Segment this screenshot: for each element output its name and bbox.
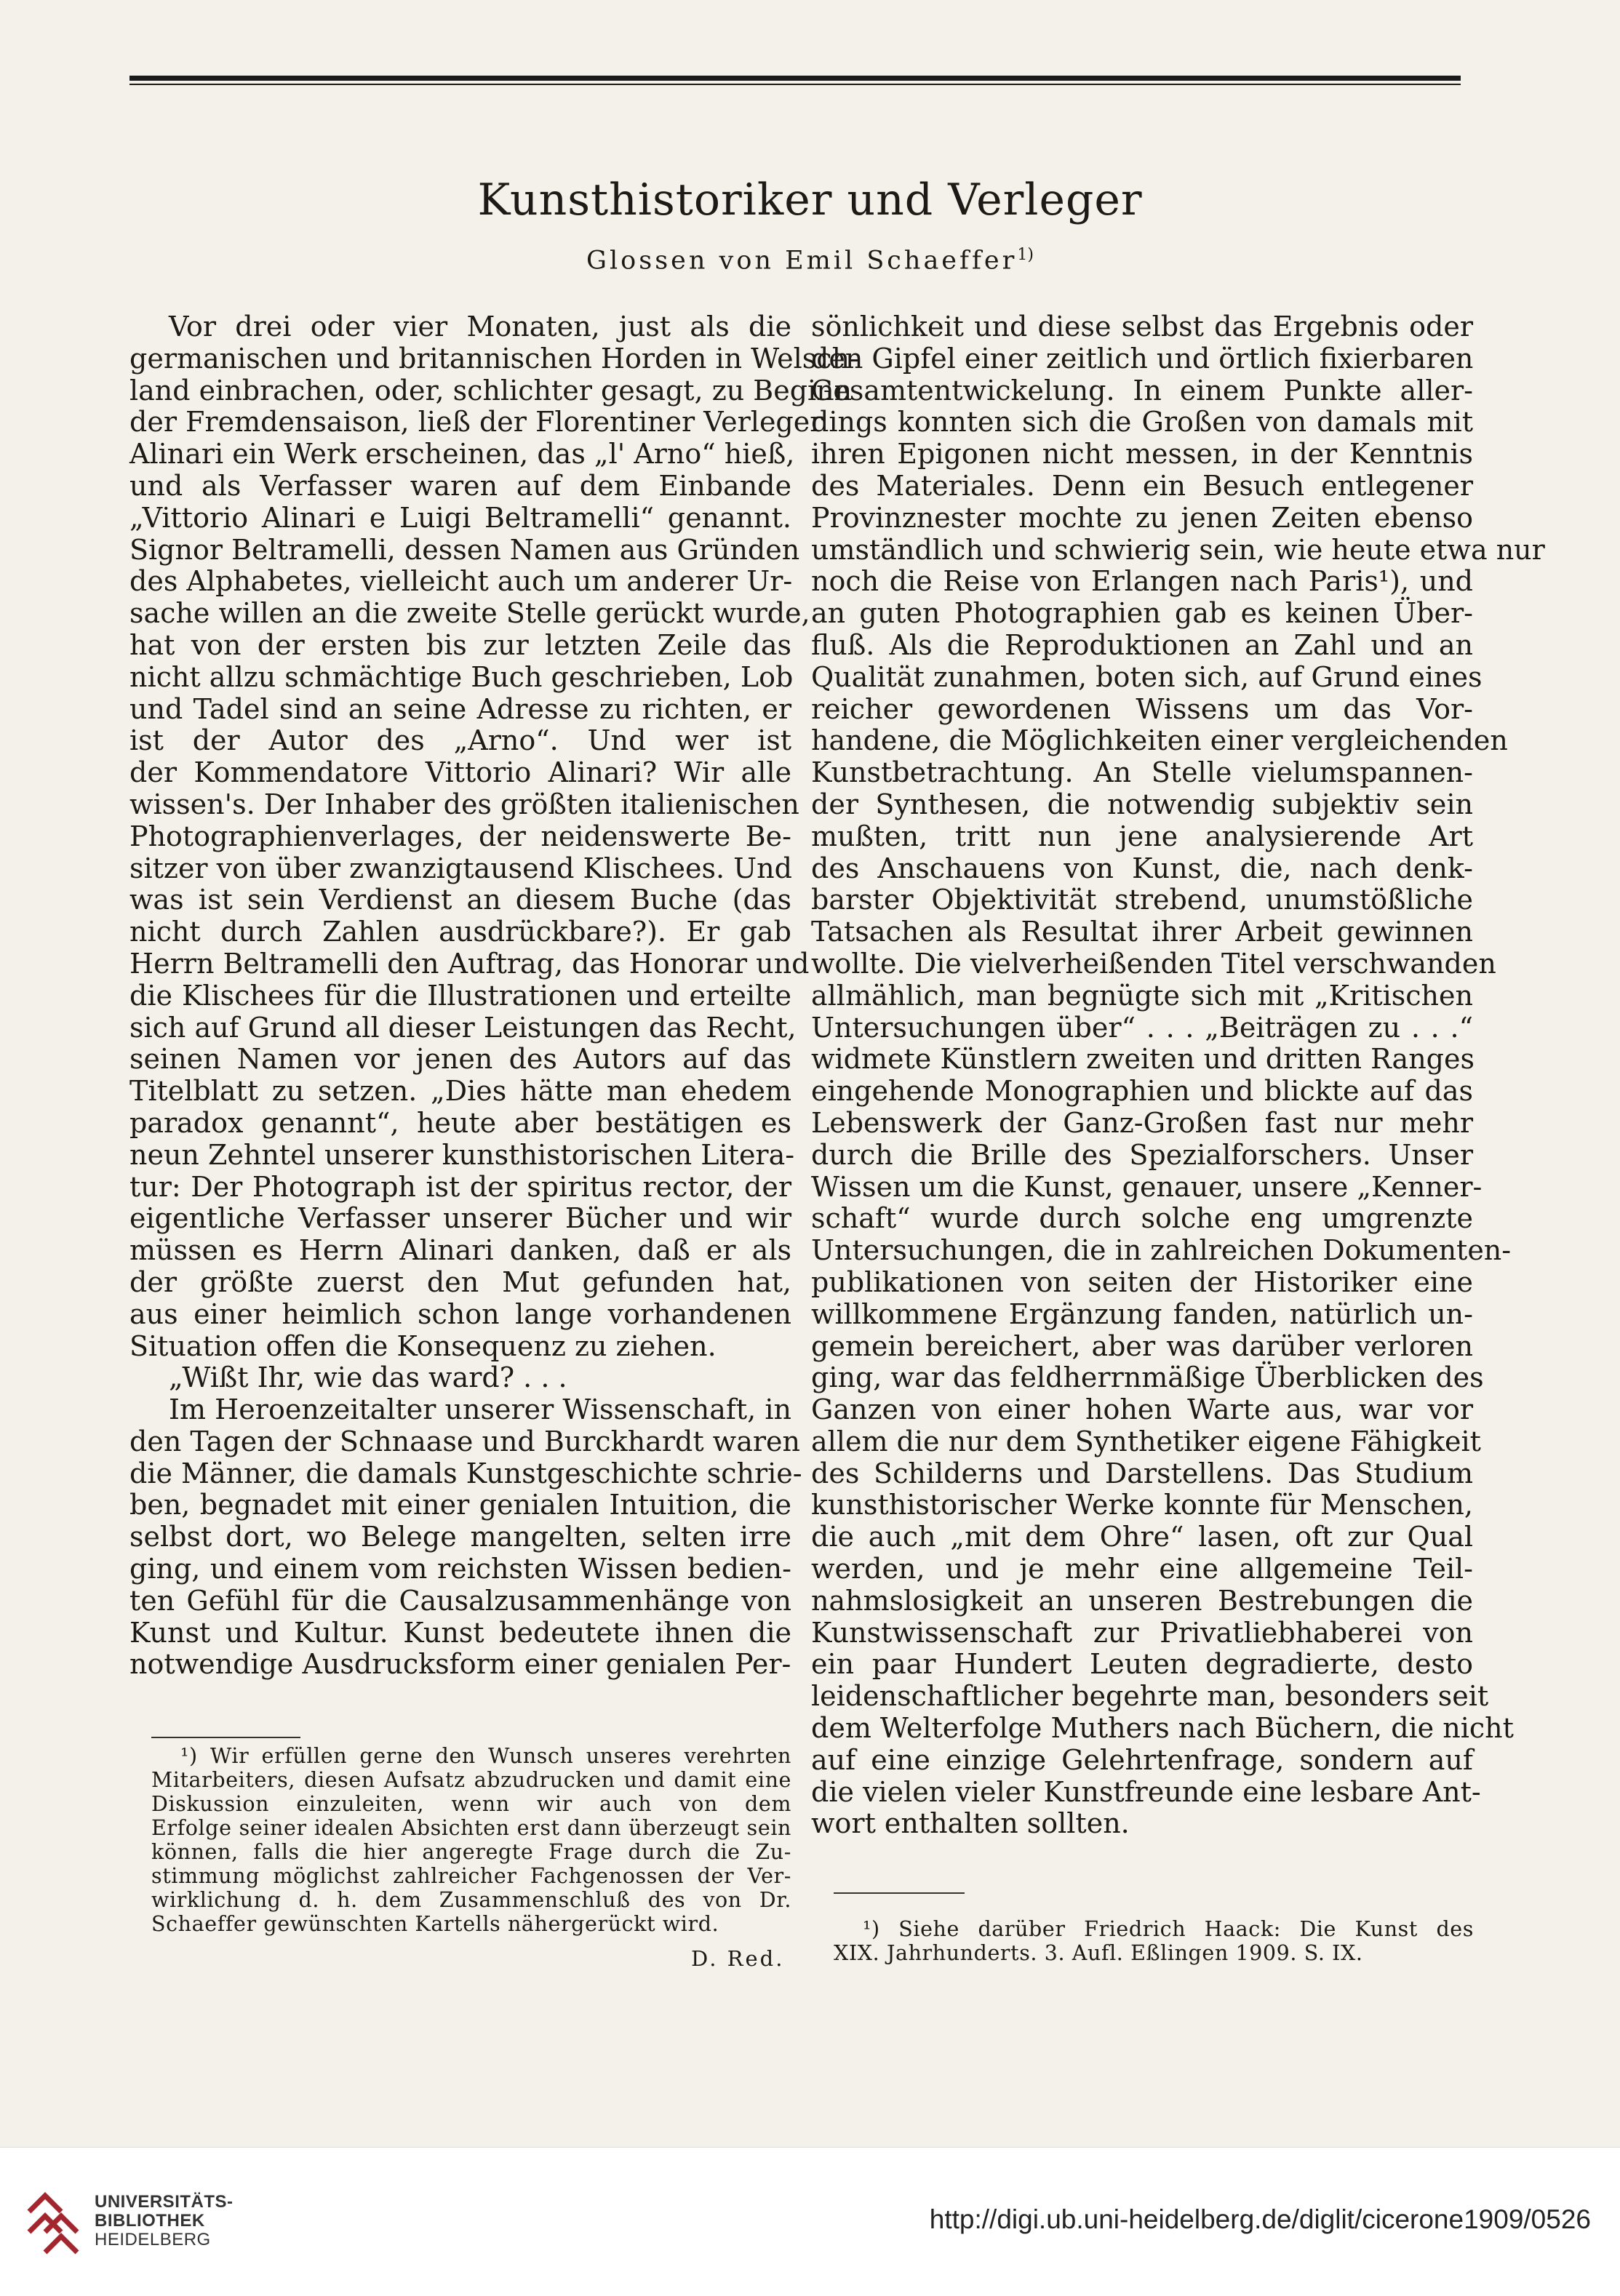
footnote-line: stimmung möglichst zahlreicher Fachgenossen der Ver- [151,1864,791,1888]
text-line: den Gipfel einer zeitlich und örtlich fixierbaren [811,342,1474,375]
text-line: nicht durch Zahlen ausdrückbare?). Er gab [129,916,791,948]
text-line: „Vittorio Alinari e Luigi Beltramelli“ genannt. [129,501,791,534]
library-name-line2: BIBLIOTHEK [95,2211,205,2231]
text-line: durch die Brille des Spezialforschers. Unser [811,1138,1473,1171]
article-subtitle [0,247,1620,274]
text-line: an guten Photographien gab es keinen Über- [811,597,1473,630]
text-line: und Tadel sind an seine Adresse zu richten, er [129,692,791,725]
text-line: noch die Reise von Erlangen nach Paris¹), und [811,565,1473,598]
text-line: aus einer heimlich schon lange vorhandenen [129,1297,791,1330]
footnote-line: XIX. Jahrhunderts. 3. Aufl. Eßlingen 1909. S. IX. [834,1941,1363,1965]
text-line: Vor drei oder vier Monaten, just als die [169,311,791,343]
article-subtitle-text: Glossen von Emil Schaeffer [586,246,1018,276]
footnote-right [834,1917,1474,1965]
text-line: nahmslosigkeit an unseren Bestrebungen die [811,1584,1473,1617]
library-name-line3: HEIDELBERG [95,2230,211,2249]
text-line: die Klischees für die Illustrationen und erteilte [129,979,791,1012]
text-line: der größte zuerst den Mut gefunden hat, [129,1265,791,1298]
text-line: ben, begnadet mit einer genialen Intuition, die [129,1489,791,1521]
footnote-divider-left [151,1737,300,1738]
text-line: Tatsachen als Resultat ihrer Arbeit gewinnen [811,916,1473,948]
text-line: müssen es Herrn Alinari danken, daß er als [129,1234,791,1267]
footnote-line: Schaeffer gewünschten Kartells nähergerückt wird. [151,1912,719,1936]
text-line: der Kommendatore Vittorio Alinari? Wir alle [129,756,791,789]
text-line: wollte. Die vielverheißenden Titel verschwanden [811,947,1496,980]
text-line: gemein bereichert, aber was darüber verloren [811,1329,1473,1362]
text-line: Herrn Beltramelli den Auftrag, das Honorar und [129,947,810,980]
text-line: reicher gewordenen Wissens um das Vor- [811,692,1473,725]
text-line: was ist sein Verdienst an diesem Buche (das [129,884,791,916]
text-line: Untersuchungen, die in zahlreichen Dokumenten- [811,1234,1512,1267]
text-line: und als Verfasser waren auf dem Einbande [129,469,791,502]
text-line: Kunstwissenschaft zur Privatliebhaberei von [811,1616,1473,1649]
text-line: allem die nur dem Synthetiker eigene Fähigkeit [811,1425,1481,1457]
text-line: der Fremdensaison, ließ der Florentiner Verleger [129,406,823,439]
text-line: Photographienverlages, der neidenswerte Be- [129,820,791,852]
footnote-line: ¹) Wir erfüllen gerne den Wunsch unseres verehrten [180,1744,791,1768]
text-line: Situation offen die Konsequenz zu ziehen. [129,1329,717,1362]
library-name [95,2193,234,2249]
text-line: eigentliche Verfasser unserer Bücher und wir [129,1202,791,1235]
text-line: die Männer, die damals Kunstgeschichte schrie- [129,1457,802,1489]
text-line: Wissen um die Kunst, genauer, unsere „Kenner- [811,1170,1483,1203]
footnote-mark: 1) [1017,246,1034,264]
text-line: handene, die Möglichkeiten einer vergleichenden [811,724,1508,757]
text-line: Provinznester mochte zu jenen Zeiten ebenso [811,501,1473,534]
text-line: des Materiales. Denn ein Besuch entlegener [811,469,1473,502]
text-line: der Synthesen, die notwendig subjektiv sein [811,788,1473,820]
text-line: dings konnten sich die Großen von damals mit [811,406,1473,439]
text-line: allmählich, man begnügte sich mit „Kritischen [811,979,1473,1012]
library-name-line1: UNIVERSITÄTS- [95,2192,234,2212]
text-line: den Tagen der Schnaase und Burckhardt waren [129,1425,800,1457]
text-line: wort enthalten sollten. [811,1807,1130,1840]
text-line: ten Gefühl für die Causalzusammenhänge von [129,1584,791,1617]
text-line: Lebenswerk der Ganz-Großen fast nur mehr [811,1106,1473,1139]
text-line: Ganzen von einer hohen Warte aus, war vor [811,1393,1473,1426]
text-line: notwendige Ausdrucksform einer genialen Per- [129,1648,791,1681]
text-line: ist der Autor des „Arno“. Und wer ist [129,724,791,757]
text-line: Titelblatt zu setzen. „Dies hätte man ehedem [129,1075,791,1108]
text-line: „Wißt Ihr, wie das ward? . . . [169,1361,567,1394]
text-line: die vielen vieler Kunstfreunde eine lesbare Ant- [811,1775,1481,1808]
text-line: hat von der ersten bis zur letzten Zeile das [129,628,791,661]
text-line: des Schilderns und Darstellens. Das Studium [811,1457,1473,1489]
footnote-divider-right [834,1892,965,1894]
text-line: sönlichkeit und diese selbst das Ergebnis oder [811,311,1473,343]
text-line: ging, war das feldherrnmäßige Überblicken des [811,1361,1484,1394]
text-line: schaft“ wurde durch solche eng umgrenzte [811,1202,1473,1235]
footnote-line: können, falls die hier angeregte Frage durch die Zu- [151,1840,791,1864]
text-line: fluß. Als die Reproduktionen an Zahl und an [811,628,1473,661]
text-line: Untersuchungen über“ . . . „Beiträgen zu . . .“ [811,1011,1473,1044]
footnote-line: Erfolge seiner idealen Absichten erst dann überzeugt sein [151,1816,791,1840]
footnote-line: wirklichung d. h. dem Zusammenschluß des von Dr. [151,1888,791,1912]
text-line: Kunst und Kultur. Kunst bedeutete ihnen die [129,1616,791,1649]
text-line: willkommene Ergänzung fanden, natürlich un- [811,1297,1473,1330]
text-line: die auch „mit dem Ohre“ lasen, oft zur Qual [811,1521,1473,1553]
text-line: germanischen und britannischen Horden in Welsch- [129,342,859,375]
text-line: widmete Künstlern zweiten und dritten Ranges [811,1043,1475,1076]
footnote-line: ¹) Siehe darüber Friedrich Haack: Die Kunst des [863,1917,1474,1941]
footnote-line: Mitarbeiters, diesen Aufsatz abzudrucken und damit eine [151,1768,791,1792]
text-line: Qualität zunahmen, boten sich, auf Grund eines [811,660,1483,693]
text-line: sitzer von über zwanzigtausend Klischees. Und [129,852,792,884]
text-line: wissen's. Der Inhaber des größten italienischen [129,788,799,820]
text-line: des Alphabetes, vielleicht auch um anderer Ur- [129,565,793,598]
university-library-logo-icon [23,2190,83,2255]
footnote-left [151,1744,791,1936]
footnote-signature: D. Red. [691,1946,785,1971]
text-line: eingehende Monographien und blickte auf das [811,1075,1473,1108]
text-line: werden, und je mehr eine allgemeine Teil- [811,1553,1473,1585]
left-column [129,311,859,1681]
text-line: umständlich und schwierig sein, wie heute etwa nur [811,533,1545,566]
text-line: seinen Namen vor jenen des Autors auf das [129,1043,791,1076]
text-line: nicht allzu schmächtige Buch geschrieben, Lob [129,660,794,693]
text-line: publikationen von seiten der Historiker eine [811,1265,1473,1298]
text-line: barster Objektivität strebend, unumstößliche [811,884,1473,916]
text-line: auf eine einzige Gelehrtenfrage, sondern auf [811,1743,1473,1776]
text-line: paradox genannt“, heute aber bestätigen es [129,1106,791,1139]
text-line: Signor Beltramelli, dessen Namen aus Gründen [129,533,800,566]
text-line: Gesamtentwickelung. In einem Punkte aller- [811,374,1473,407]
text-line: ein paar Hundert Leuten degradierte, desto [811,1648,1473,1681]
header-rule-thick [129,76,1461,81]
text-line: des Anschauens von Kunst, die, nach denk- [811,852,1473,884]
text-line: leidenschaftlicher begehrte man, besonders seit [811,1680,1489,1713]
text-line: tur: Der Photograph ist der spiritus rector, der [129,1170,791,1203]
text-line: kunsthistorischer Werke konnte für Menschen, [811,1489,1473,1521]
text-line: ihren Epigonen nicht messen, in der Kenntnis [811,438,1473,471]
footnote-line: Diskussion einzuleiten, wenn wir auch von dem [151,1792,791,1816]
text-line: dem Welterfolge Muthers nach Büchern, die nicht [811,1712,1514,1745]
article-title: Kunsthistoriker und Verleger [477,175,1143,225]
source-url-link[interactable]: http://digi.ub.uni-heidelberg.de/diglit/cicerone1909/0526 [929,2204,1591,2234]
text-line: land einbrachen, oder, schlichter gesagt, zu Beginn [129,374,853,407]
text-line: ging, und einem vom reichsten Wissen bedien- [129,1553,791,1585]
text-line: sich auf Grund all dieser Leistungen das Recht, [129,1011,797,1044]
footer-bar [0,2147,1620,2296]
text-line: neun Zehntel unserer kunsthistorischen Litera- [129,1138,795,1171]
header-rule-thin [129,84,1461,85]
text-line: Im Heroenzeitalter unserer Wissenschaft, in [169,1393,791,1426]
right-column [811,311,1545,1840]
text-line: mußten, tritt nun jene analysierende Art [811,820,1473,852]
text-line: Alinari ein Werk erscheinen, das „l' Arno“ hieß, [129,438,795,471]
text-line: sache willen an die zweite Stelle gerückt wurde, [129,597,810,630]
text-line: Kunstbetrachtung. An Stelle vielumspannen- [811,756,1473,789]
text-line: selbst dort, wo Belege mangelten, selten irre [129,1521,791,1553]
